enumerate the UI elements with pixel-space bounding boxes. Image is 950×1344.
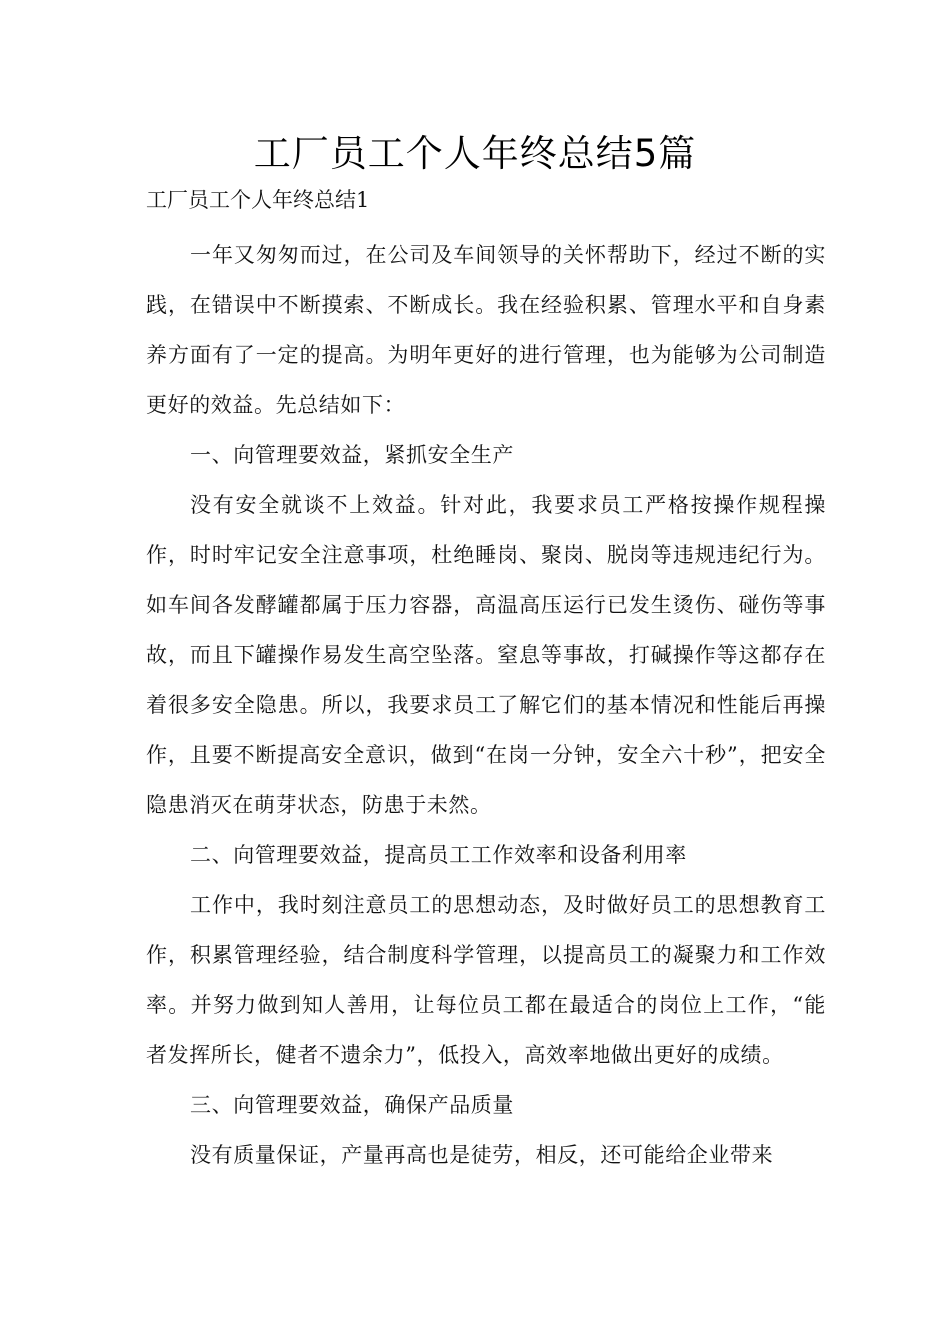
paragraph-intro: 一年又匆匆而过，在公司及车间领导的关怀帮助下，经过不断的实践，在错误中不断摸索、不断成长。我在经验积累、管理水平和自身素养方面有了一定的提高。为明年更好的进行管理，也为能够为公司制造更好的效益。先总结如下：	[146, 243, 826, 417]
section-heading-quality: 三、向管理要效益，确保产品质量	[190, 1093, 514, 1117]
document-body	[146, 230, 826, 1180]
paragraph-quality: 没有质量保证，产量再高也是徒劳，相反，还可能给企业带来	[190, 1143, 774, 1167]
section-heading-safety: 一、向管理要效益，紧抓安全生产	[190, 443, 514, 467]
paragraph-safety: 没有安全就谈不上效益。针对此，我要求员工严格按操作规程操作，时时牢记安全注意事项，杜绝睡岗、聚岗、脱岗等违规违纪行为。如车间各发酵罐都属于压力容器，高温高压运行已发生烫伤、碰伤等事故，而且下罐操作易发生高空坠落。窒息等事故，打碱操作等这都存在着很多安全隐患。所以，我要求员工了解它们的基本情况和性能后再操作，且要不断提高安全意识，做到“在岗一分钟，安全六十秒”，把安全隐患消灭在萌芽状态，防患于未然。	[146, 493, 826, 817]
section-heading-efficiency: 二、向管理要效益，提高员工工作效率和设备利用率	[190, 843, 687, 867]
section-subtitle: 工厂员工个人年终总结1	[146, 188, 370, 212]
document-title: 工厂员工个人年终总结5篇	[253, 132, 697, 175]
paragraph-efficiency: 工作中，我时刻注意员工的思想动态，及时做好员工的思想教育工作，积累管理经验，结合制度科学管理，以提高员工的凝聚力和工作效率。并努力做到知人善用，让每位员工都在最适合的岗位上工作，“能者发挥所长，健者不遗余力”，低投入，高效率地做出更好的成绩。	[146, 893, 826, 1067]
